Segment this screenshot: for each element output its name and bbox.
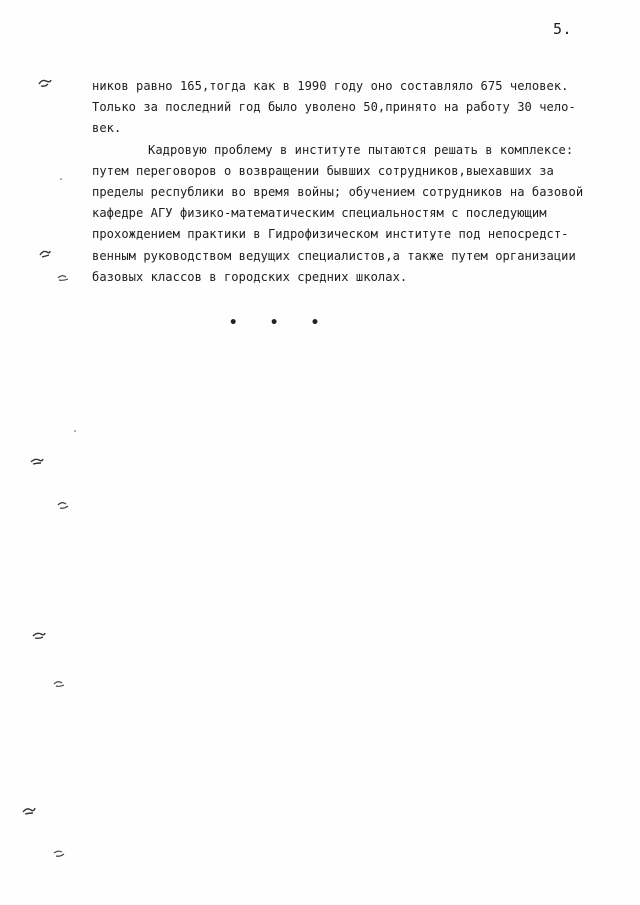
binding-hole-mark-icon [56, 272, 70, 282]
section-separator: • • • [229, 315, 332, 331]
binding-hole-mark-icon [30, 455, 44, 465]
paper-speck [74, 430, 76, 432]
binding-hole-mark-icon [32, 630, 46, 640]
paragraph-start-line: Кадровую проблему в институте пытаются решать в комплексе: [148, 142, 574, 157]
binding-hole-mark-icon [56, 500, 70, 510]
text-line-6: пределы республики во время войны; обучением сотрудников на базовой [92, 185, 584, 200]
binding-hole-mark-icon [22, 805, 36, 815]
text-line-9: венным руководством ведущих специалистов,а также путем организации [92, 248, 576, 263]
binding-hole-mark-icon [52, 678, 66, 688]
text-line-8: прохождением практики в Гидрофизическом институте под непосредст- [92, 227, 569, 242]
text-line-5: путем переговоров о возвращении бывших сотрудников,выехавших за [92, 163, 554, 178]
binding-hole-mark-icon [38, 78, 52, 88]
text-line-10: базовых классов в городских средних школах. [92, 269, 408, 284]
page-number: 5. [553, 20, 573, 38]
text-line-2: Только за последний год было уволено 50,принято на работу 30 чело- [92, 100, 576, 115]
text-line-1: ников равно 165,тогда как в 1990 году оно составляло 675 человек. [92, 79, 569, 93]
binding-hole-mark-icon [38, 248, 52, 258]
binding-hole-mark-icon [52, 848, 66, 858]
text-line-7: кафедре АГУ физико-математическим специальностям с последующим [92, 206, 547, 221]
body-text [92, 76, 632, 288]
text-line-3: век. [92, 121, 122, 136]
paper-speck [60, 178, 62, 180]
